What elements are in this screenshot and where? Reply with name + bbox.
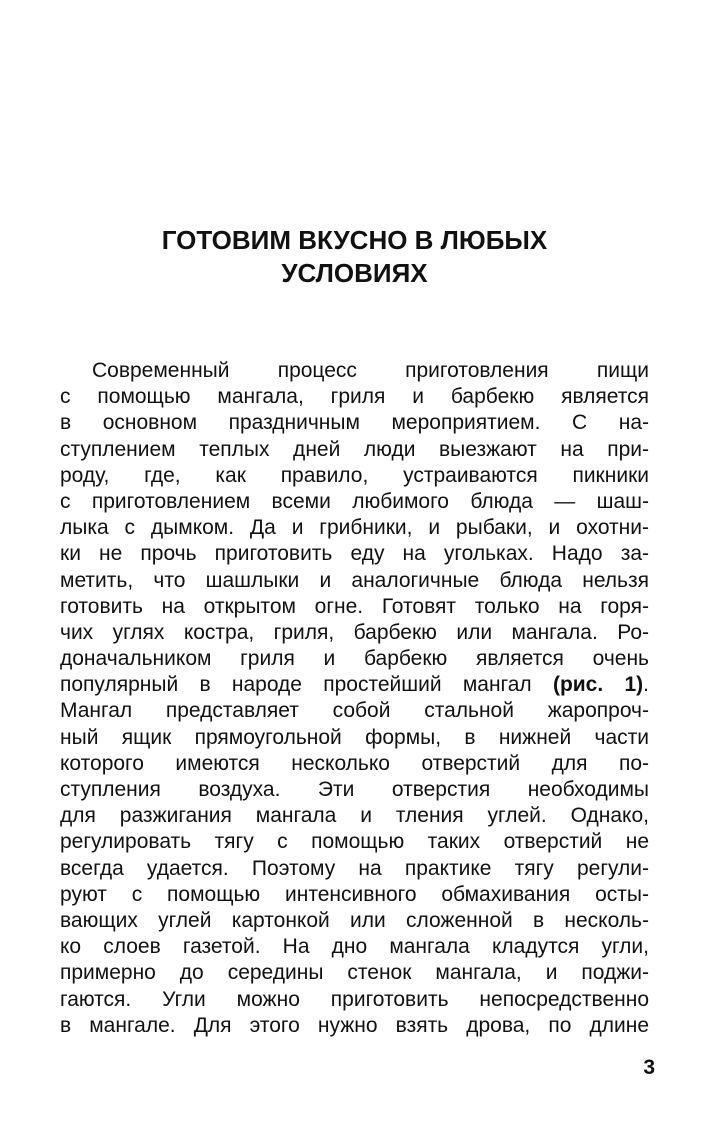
- text-line: руют с помощью интенсивного обмахивания осты-: [60, 882, 649, 906]
- text-line: в мангале. Для этого нужно взять дрова, по длине: [60, 1013, 649, 1037]
- text-line: в основном праздничным мероприятием. С на-: [60, 411, 649, 435]
- text-line: чих углях костра, гриля, барбекю или мангала. Ро-: [60, 620, 649, 644]
- chapter-title-line-2: УСЛОВИЯХ: [281, 258, 428, 288]
- text-line: примерно до середины стенок мангала, и поджи-: [60, 961, 649, 985]
- text-line: ступления воздуха. Эти отверстия необходимы: [60, 778, 649, 801]
- text-line: ко слоев газетой. На дно мангала кладутся угли,: [60, 935, 649, 959]
- text-line: метить, что шашлыки и аналогичные блюда нельзя: [60, 568, 649, 592]
- text-line: всегда удается. Поэтому на практике тягу регули-: [60, 856, 649, 880]
- text-line: лыка с дымком. Да и грибники, и рыбаки, и охотни-: [60, 516, 649, 540]
- text-line: роду, где, как правило, устраиваются пикники: [60, 463, 649, 487]
- text-line: с приготовлением всеми любимого блюда — шаш-: [60, 489, 649, 513]
- body-paragraph: [60, 358, 649, 1039]
- text-line: доначальником гриля и барбекю является очень: [60, 647, 649, 671]
- page-number: 3: [643, 1056, 655, 1079]
- text-line: для разжигания мангала и тления углей. Однако,: [60, 804, 649, 828]
- figure-reference: (рис. 1): [552, 673, 644, 697]
- text-line: ки не прочь приготовить еду на угольках. Надо за-: [60, 542, 649, 566]
- text-line-part: популярный в народе простейший мангал: [60, 673, 532, 697]
- text-line: регулировать тягу с помощью таких отверстий не: [60, 830, 649, 854]
- text-line: гаются. Угли можно приготовить непосредственно: [60, 987, 649, 1011]
- text-line-with-figure-ref: [60, 672, 649, 698]
- text-line: Современный процесс приготовления пищи: [92, 359, 649, 382]
- text-line: которого имеются несколько отверстий для по-: [60, 751, 649, 775]
- text-line: вающих углей картонкой или сложенной в несколь-: [60, 908, 649, 932]
- chapter-title-line-1: ГОТОВИМ ВКУСНО В ЛЮБЫХ: [161, 225, 548, 255]
- text-line: ступлением теплых дней люди выезжают на при-: [60, 437, 649, 461]
- text-line: с помощью мангала, гриля и барбекю является: [60, 385, 649, 409]
- text-line: готовить на открытом огне. Готовят только на горя-: [60, 594, 649, 618]
- text-line: ный ящик прямоугольной формы, в нижней части: [60, 725, 649, 749]
- figure-reference-tail: .: [643, 673, 649, 697]
- chapter-title: [60, 224, 649, 290]
- text-line: Мангал представляет собой стальной жаропроч-: [60, 699, 649, 723]
